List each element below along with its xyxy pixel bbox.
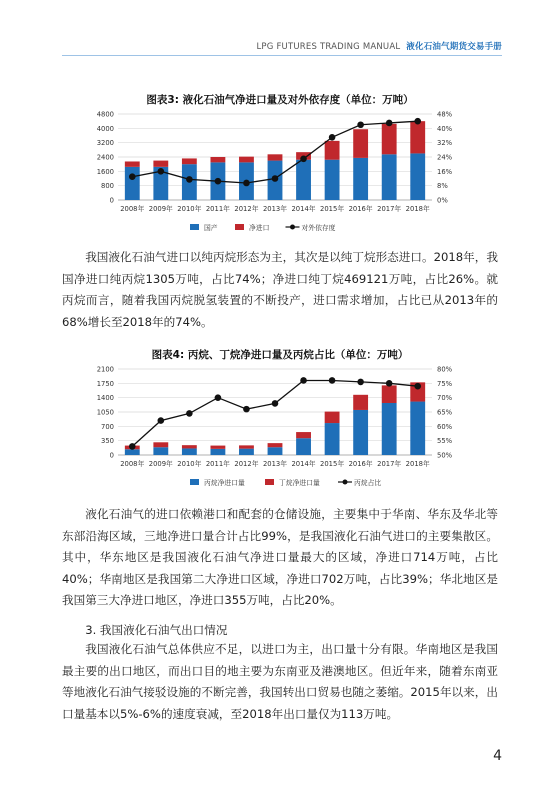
bar-丁烷净进口量 (382, 385, 397, 403)
y2-tick-label: 75% (437, 379, 453, 388)
x-tick-label: 2011年 (205, 460, 230, 468)
point-对外依存度 (243, 180, 250, 187)
bar-丙烷净进口量 (125, 449, 140, 455)
point-丙烷占比 (386, 380, 393, 387)
header-en: LPG FUTURES TRADING MANUAL (256, 42, 401, 52)
x-tick-label: 2015年 (320, 460, 345, 468)
legend-swatch (235, 224, 244, 230)
point-丙烷占比 (129, 443, 136, 450)
bar-国产 (410, 153, 425, 200)
legend-label: 丙烷净进口量 (204, 479, 245, 487)
bar-丁烷净进口量 (268, 443, 283, 447)
y2-tick-label: 80% (437, 365, 453, 374)
x-tick-label: 2011年 (205, 205, 230, 213)
x-tick-label: 2014年 (291, 205, 316, 213)
x-tick-label: 2010年 (177, 205, 202, 213)
point-丙烷占比 (186, 410, 193, 417)
legend-label: 净进口 (249, 224, 270, 232)
y-tick-label: 1600 (96, 167, 114, 176)
bar-丁烷净进口量 (153, 442, 168, 447)
bar-丙烷净进口量 (182, 448, 197, 455)
y-tick-label: 1050 (96, 408, 114, 417)
point-丙烷占比 (272, 400, 279, 407)
figure-4-title: 图表4: 丙烷、丁烷净进口量及丙烷占比（单位：万吨） (151, 349, 409, 361)
y-tick-label: 1400 (96, 394, 114, 403)
paragraph-1 (62, 247, 498, 333)
x-tick-label: 2017年 (377, 205, 402, 213)
line-丙烷占比 (132, 380, 417, 446)
point-丙烷占比 (414, 383, 421, 390)
y-tick-label: 800 (101, 182, 114, 191)
legend-label: 国产 (204, 224, 218, 232)
y2-tick-label: 50% (437, 451, 453, 460)
point-对外依存度 (386, 120, 393, 127)
x-tick-label: 2013年 (262, 460, 288, 468)
bar-净进口 (182, 158, 197, 164)
bar-净进口 (125, 161, 140, 166)
point-对外依存度 (329, 134, 336, 141)
bar-净进口 (410, 121, 425, 153)
y-tick-label: 0 (109, 196, 114, 205)
point-对外依存度 (300, 155, 307, 162)
y2-tick-label: 70% (437, 394, 453, 403)
point-丙烷占比 (243, 406, 250, 413)
x-tick-label: 2015年 (320, 205, 345, 213)
bar-丙烷净进口量 (382, 403, 397, 455)
point-丙烷占比 (215, 394, 222, 401)
bar-国产 (353, 158, 368, 200)
y2-tick-label: 65% (437, 408, 453, 417)
y-tick-label: 350 (101, 437, 114, 446)
bar-净进口 (210, 157, 225, 162)
y2-tick-label: 55% (437, 437, 453, 446)
point-丙烷占比 (158, 417, 165, 424)
paragraph-3 (62, 639, 498, 725)
y-tick-label: 3200 (96, 139, 114, 148)
bar-丁烷净进口量 (210, 446, 225, 449)
x-tick-label: 2012年 (234, 460, 259, 468)
bar-丙烷净进口量 (239, 449, 254, 455)
y2-tick-label: 40% (437, 124, 453, 133)
x-tick-label: 2012年 (234, 205, 259, 213)
bar-国产 (325, 160, 340, 200)
bar-丁烷净进口量 (239, 445, 254, 448)
y-tick-label: 4000 (96, 124, 114, 133)
x-tick-label: 2009年 (148, 460, 173, 468)
y-tick-label: 4800 (96, 110, 114, 119)
paragraph-1-text: 我国液化石油气进口以纯丙烷形态为主，其次是以纯丁烷形态进口。2018年，我国净进口纯丙烷1305万吨，占比74%；净进口纯丁烷469121万吨，占比26%。就丙烷而言，随着我国丙烷脱氢装置的不断投产，进口需求增加，占比已从2013年的68%增长至2018年的74%。 (62, 250, 498, 329)
point-对外依存度 (272, 175, 279, 182)
bar-国产 (382, 154, 397, 200)
bar-丁烷净进口量 (182, 445, 197, 448)
bar-净进口 (353, 129, 368, 158)
legend-swatch (265, 479, 274, 485)
bar-净进口 (382, 124, 397, 154)
x-tick-label: 2014年 (291, 460, 316, 468)
x-tick-label: 2010年 (177, 460, 202, 468)
figure-4-chart (80, 363, 480, 495)
bar-国产 (296, 160, 311, 200)
bar-净进口 (268, 154, 283, 160)
y-tick-label: 2100 (96, 365, 114, 374)
x-tick-label: 2018年 (405, 205, 430, 213)
bar-丙烷净进口量 (268, 447, 283, 455)
x-tick-label: 2017年 (377, 460, 402, 468)
legend-swatch (343, 480, 348, 485)
y2-tick-label: 60% (437, 422, 453, 431)
y2-tick-label: 16% (437, 167, 453, 176)
bar-净进口 (153, 161, 168, 167)
y-tick-label: 700 (101, 422, 114, 431)
bar-丙烷净进口量 (325, 423, 340, 455)
paragraph-2 (62, 504, 498, 612)
bar-净进口 (325, 141, 340, 160)
legend-swatch (290, 225, 295, 230)
y-tick-label: 0 (109, 451, 114, 460)
y2-tick-label: 32% (437, 139, 453, 148)
x-tick-label: 2008年 (120, 205, 145, 213)
header-cn: 液化石油气期货交易手册 (406, 42, 502, 52)
legend-swatch (190, 224, 199, 230)
bar-丁烷净进口量 (325, 412, 340, 423)
y-tick-label: 1750 (96, 379, 114, 388)
bar-国产 (125, 167, 140, 200)
y2-tick-label: 24% (437, 153, 453, 162)
running-header (257, 40, 503, 52)
legend-label: 丙烷占比 (354, 479, 382, 487)
bar-丙烷净进口量 (210, 449, 225, 455)
section-subheading: 3. 我国液化石油气出口情况 (85, 623, 228, 637)
point-对外依存度 (215, 178, 222, 185)
point-对外依存度 (414, 118, 421, 125)
bar-净进口 (239, 157, 254, 163)
y2-tick-label: 48% (437, 110, 453, 119)
bar-丁烷净进口量 (353, 395, 368, 410)
figure-3-chart (80, 108, 480, 240)
point-丙烷占比 (329, 377, 336, 384)
point-对外依存度 (158, 168, 165, 175)
paragraph-3-text: 我国液化石油气总体供应不足，以进口为主，出口量十分有限。华南地区是我国最主要的出口地区，而出口目的地主要为东南亚及港澳地区。但近年来，随着东南亚等地液化石油气接驳设施的不断完善，我国转出口贸易也随之萎缩。2015年以来，出口量基本以5%-6%的速度衰减，至2018年出口量仅为113万吨。 (62, 642, 498, 721)
bar-丙烷净进口量 (353, 410, 368, 455)
bar-丁烷净进口量 (296, 432, 311, 438)
x-tick-label: 2016年 (348, 460, 373, 468)
paragraph-2-text: 液化石油气的进口依赖港口和配套的仓储设施，主要集中于华南、华东及华北等东部沿海区域，三地净进口量合计占比99%，是我国液化石油气进口的主要集散区。其中，华东地区是我国液化石油气净进口量最大的区域，净进口714万吨，占比40%；华南地区是我国第二大净进口区域，净进口702万吨，占比39%；华北地区是我国第三大净进口地区，净进口355万吨，占比20%。 (62, 507, 498, 607)
bar-丙烷净进口量 (153, 447, 168, 455)
header-rule (62, 55, 502, 56)
bar-丙烷净进口量 (296, 438, 311, 455)
point-对外依存度 (357, 121, 364, 128)
y2-tick-label: 8% (437, 182, 448, 191)
point-对外依存度 (186, 176, 193, 183)
figure-3-title: 图表3: 液化石油气净进口量及对外依存度（单位：万吨） (146, 94, 414, 106)
x-tick-label: 2008年 (120, 460, 145, 468)
page-number: 4 (493, 748, 502, 764)
x-tick-label: 2016年 (348, 205, 373, 213)
point-丙烷占比 (357, 379, 364, 386)
legend-label: 丁烷净进口量 (279, 479, 320, 487)
y-tick-label: 2400 (96, 153, 114, 162)
x-tick-label: 2013年 (262, 205, 288, 213)
x-tick-label: 2009年 (148, 205, 173, 213)
point-丙烷占比 (300, 377, 307, 384)
legend-swatch (190, 479, 199, 485)
y2-tick-label: 0% (437, 196, 448, 205)
bar-丙烷净进口量 (410, 402, 425, 455)
point-对外依存度 (129, 173, 136, 180)
legend-label: 对外依存度 (301, 224, 336, 232)
x-tick-label: 2018年 (405, 460, 430, 468)
